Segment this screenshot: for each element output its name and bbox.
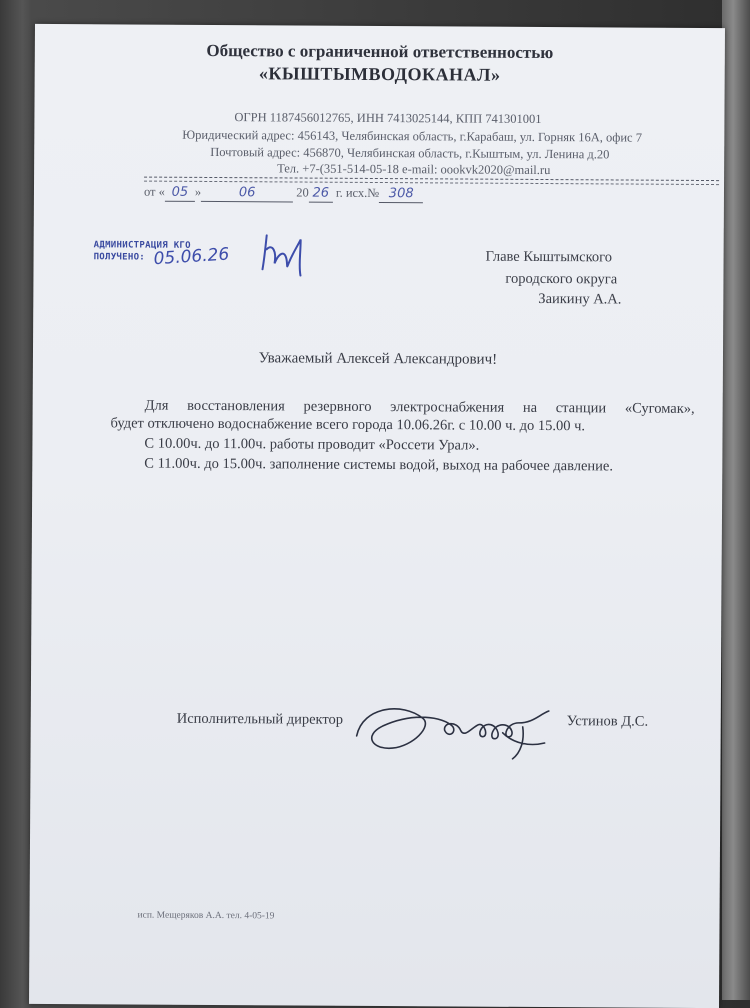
outgoing-reference [144,185,423,204]
letter-page [29,24,725,1008]
outgoing-number: 308 [379,188,423,203]
outgoing-year: 26 [309,188,333,203]
salutation: Уважаемый Алексей Александрович! [258,350,498,368]
signatory-title: Исполнительный директор [176,710,344,728]
org-type: Общество с ограниченной ответственностью [206,40,554,63]
body-paragraph-1-line-1: Для восстановления резервного электроснабжения на станции «Сугомак», [144,397,695,417]
registration-numbers: ОГРН 1187456012765, ИНН 7413025144, КПП 741301001 [234,110,542,126]
legal-address: Юридический адрес: 456143, Челябинская область, г.Карабаш, ул. Горняк 16А, офис 7 [182,127,643,145]
received-initials-signature [256,229,316,279]
body-paragraph-1-line-2: будет отключено водоснабжение всего города 10.06.26г. с 10.00 ч. до 15.00 ч. [110,415,586,435]
year-prefix: 20 [296,185,309,200]
org-name: «КЫШТЫМВОДОКАНАЛ» [258,63,501,85]
body-paragraph-2: С 10.00ч. до 11.00ч. работы проводит «Россети Урал». [144,435,480,454]
received-stamp-title: АДМИНИСТРАЦИЯ КГО [93,240,191,251]
received-handwritten-date: 05.06.26 [153,244,230,270]
received-stamp-label: ПОЛУЧЕНО: [93,252,146,263]
number-label: исх.№ [345,185,380,201]
outgoing-day: 05 [165,187,195,202]
executor-contact: исп. Мещеряков А.А. тел. 4-05-19 [137,910,275,922]
outgoing-month: 06 [201,187,293,203]
addressee-line-1: Главе Кыштымского [485,248,613,266]
body-paragraph-3: С 11.00ч. до 15.00ч. заполнение системы водой, выход на рабочее давление. [144,455,614,475]
addressee-line-2: городского округа [505,270,618,288]
date-from-label: от « [143,184,165,199]
signatory-name: Устинов Д.С. [566,713,649,730]
addressee-line-3: Заикину А.А. [538,290,622,308]
director-signature [353,696,553,761]
postal-address: Почтовый адрес: 456870, Челябинская область, г.Кыштым, ул. Ленина д.20 [210,144,610,162]
desk-edge [722,0,750,1000]
date-day-close: » [194,184,202,199]
contacts: Тел. +7-(351-514-05-18 e-mail: oookvk2020@mail.ru [277,161,551,178]
year-label: г. [335,185,343,200]
